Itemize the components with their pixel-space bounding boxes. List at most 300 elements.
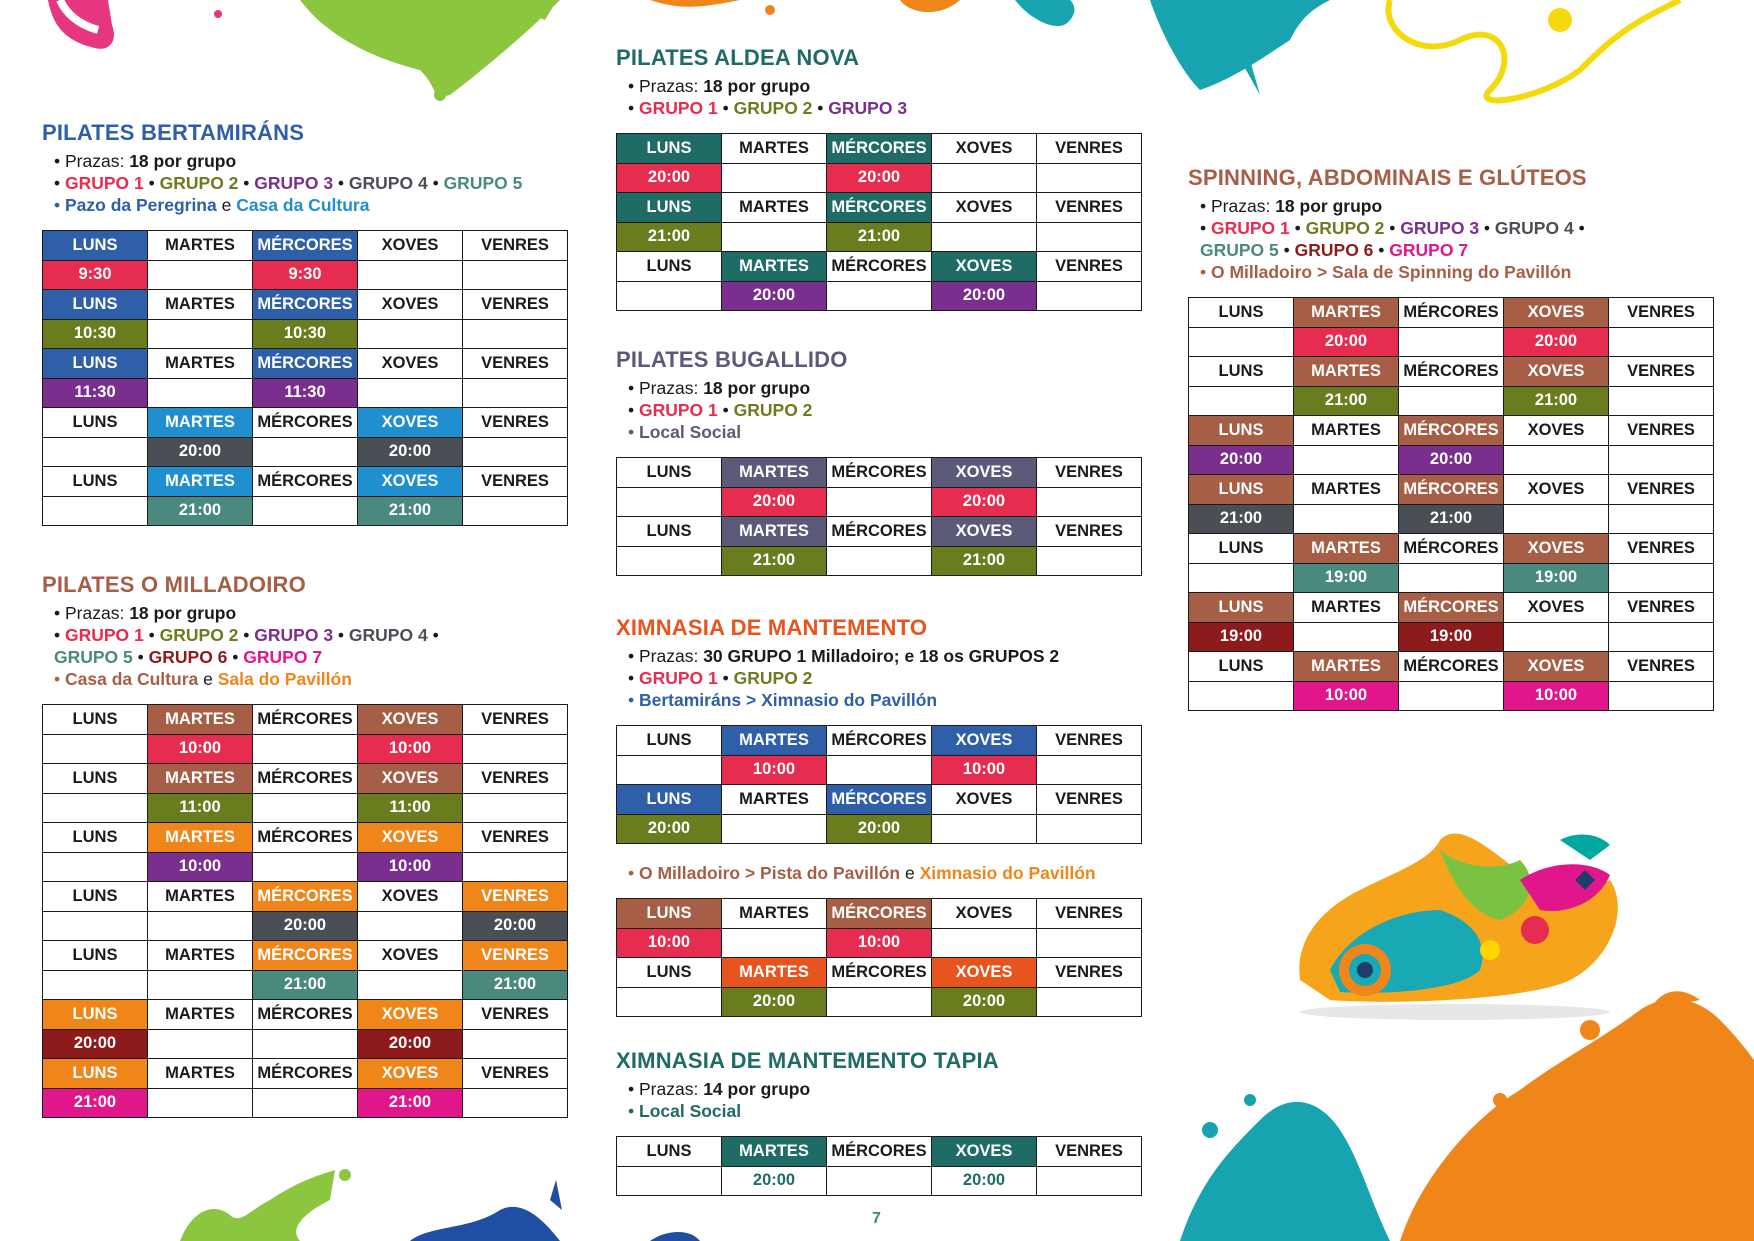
time-slot-mércores: 19:00 [1399,622,1504,652]
day-header-xoves: XOVES [932,899,1037,929]
empty-slot [463,260,568,290]
day-header-martes: MARTES [148,349,253,379]
info-line [42,150,568,172]
time-slot-xoves: 21:00 [358,496,463,526]
day-header-xoves: XOVES [358,705,463,735]
time-slot-martes: 20:00 [148,437,253,467]
empty-slot [253,852,358,882]
day-header-row [1189,357,1714,387]
day-header-martes: MARTES [148,408,253,438]
text-segment: Local Social [639,1101,742,1121]
day-header-row [617,726,1142,756]
day-header-venres: VENRES [463,408,568,438]
time-row [617,1166,1142,1196]
text-segment: • [132,647,149,667]
text-segment: • [628,400,639,420]
time-slot-luns: 21:00 [617,222,722,252]
time-row [43,734,568,764]
text-segment: Bertamiráns > Ximnasio do Pavillón [639,690,938,710]
empty-slot [358,378,463,408]
day-header-luns: LUNS [617,517,722,547]
day-header-luns: LUNS [43,408,148,438]
empty-slot [358,970,463,1000]
day-header-xoves: XOVES [1504,298,1609,328]
time-slot-xoves: 10:00 [1504,681,1609,711]
day-header-mércores: MÉRCORES [253,941,358,971]
day-header-luns: LUNS [617,458,722,488]
day-header-xoves: XOVES [932,517,1037,547]
section-title: XIMNASIA DE MANTEMENTO [616,615,928,640]
day-header-luns: LUNS [617,726,722,756]
day-header-mércores: MÉRCORES [253,408,358,438]
day-header-venres: VENRES [463,823,568,853]
time-slot-mércores: 20:00 [253,911,358,941]
text-segment: GRUPO 1 [639,98,718,118]
day-header-venres: VENRES [1609,416,1714,446]
empty-slot [1037,163,1142,193]
teal-splash-bottom [1180,1094,1390,1241]
day-header-martes: MARTES [148,1059,253,1089]
empty-slot [1609,386,1714,416]
day-header-martes: MARTES [722,134,827,164]
day-header-mércores: MÉRCORES [253,1000,358,1030]
time-row [1189,445,1714,475]
text-segment: • [238,173,255,193]
day-header-mércores: MÉRCORES [1399,475,1504,505]
time-row [617,487,1142,517]
day-header-martes: MARTES [148,467,253,497]
empty-slot [827,487,932,517]
empty-slot [463,1029,568,1059]
time-slot-xoves: 19:00 [1504,563,1609,593]
day-header-row [43,705,568,735]
section-ximnasia-de-mantemento [616,615,1142,1017]
day-header-xoves: XOVES [358,467,463,497]
day-header-venres: VENRES [463,941,568,971]
text-segment: GRUPO 6 [1294,240,1374,260]
day-header-luns: LUNS [1189,416,1294,446]
text-segment: • [54,669,65,689]
text-segment: GRUPO 2 [733,400,813,420]
day-header-martes: MARTES [722,899,827,929]
day-header-row [617,252,1142,282]
day-header-martes: MARTES [1294,416,1399,446]
day-header-luns: LUNS [1189,298,1294,328]
day-header-row [617,958,1142,988]
text-segment: 18 por grupo [1275,196,1383,216]
empty-slot [148,378,253,408]
section-title: PILATES BUGALLIDO [616,347,848,372]
info-line [616,421,1142,443]
time-row [1189,622,1714,652]
info-line [42,668,568,690]
text-segment: GRUPO 1 [65,625,144,645]
time-slot-xoves: 20:00 [358,437,463,467]
text-segment: • [427,625,439,645]
empty-slot [358,911,463,941]
time-row [43,911,568,941]
day-header-luns: LUNS [617,252,722,282]
text-segment: • [628,863,639,883]
schedule-table [42,704,568,1118]
empty-slot [1294,504,1399,534]
day-header-row [617,785,1142,815]
day-header-luns: LUNS [1189,357,1294,387]
day-header-row [43,1059,568,1089]
day-header-xoves: XOVES [932,1137,1037,1167]
time-row [43,260,568,290]
text-segment: GRUPO 5 [54,647,133,667]
text-segment: • Prazas: [54,603,130,623]
day-header-luns: LUNS [1189,652,1294,682]
text-segment: e [900,863,920,883]
text-segment: • Prazas: [628,378,704,398]
time-slot-mércores: 9:30 [253,260,358,290]
time-row [1189,327,1714,357]
time-slot-xoves: 20:00 [358,1029,463,1059]
day-header-martes: MARTES [148,1000,253,1030]
day-header-venres: VENRES [1037,193,1142,223]
day-header-mércores: MÉRCORES [1399,534,1504,564]
text-segment: • Prazas: [1200,196,1276,216]
text-segment: GRUPO 2 [733,98,813,118]
day-header-mércores: MÉRCORES [827,517,932,547]
text-segment: • [717,400,734,420]
day-header-venres: VENRES [463,1059,568,1089]
text-segment: • [628,668,639,688]
text-segment: Pazo da Peregrina [65,195,217,215]
day-header-venres: VENRES [1037,252,1142,282]
section-spinning-abdominais-gluteos [1188,165,1714,711]
time-slot-xoves: 10:00 [358,852,463,882]
day-header-xoves: XOVES [1504,416,1609,446]
empty-slot [1189,327,1294,357]
day-header-xoves: XOVES [1504,357,1609,387]
green-splash-top [300,0,560,101]
day-header-xoves: XOVES [358,941,463,971]
day-header-row [1189,593,1714,623]
text-segment: • [54,173,65,193]
empty-slot [1399,563,1504,593]
schedule-table [42,230,568,526]
time-slot-xoves: 20:00 [932,1166,1037,1196]
empty-slot [43,437,148,467]
time-slot-luns: 20:00 [617,163,722,193]
empty-slot [1609,681,1714,711]
info-line [42,602,568,624]
time-slot-mércores: 20:00 [1399,445,1504,475]
text-segment: • [628,1101,639,1121]
empty-slot [827,755,932,785]
empty-slot [1504,622,1609,652]
day-header-venres: VENRES [463,290,568,320]
time-slot-luns: 10:30 [43,319,148,349]
day-header-venres: VENRES [1037,785,1142,815]
day-header-martes: MARTES [148,941,253,971]
empty-slot [1037,755,1142,785]
day-header-luns: LUNS [43,467,148,497]
day-header-row [43,467,568,497]
empty-slot [463,852,568,882]
day-header-row [617,517,1142,547]
time-slot-martes: 19:00 [1294,563,1399,593]
day-header-row [43,941,568,971]
text-segment: • [143,625,160,645]
time-slot-martes: 20:00 [722,987,827,1017]
time-slot-xoves: 21:00 [932,546,1037,576]
time-slot-mércores: 21:00 [827,222,932,252]
info-line [616,97,1142,119]
empty-slot [148,1088,253,1118]
day-header-mércores: MÉRCORES [827,785,932,815]
info-line [616,1100,1142,1122]
day-header-luns: LUNS [43,231,148,261]
empty-slot [1037,1166,1142,1196]
empty-slot [722,222,827,252]
text-segment: • [1278,240,1295,260]
time-row [43,437,568,467]
info-line [616,689,1142,711]
text-segment: • [427,173,444,193]
empty-slot [932,222,1037,252]
text-segment: GRUPO 1 [639,400,718,420]
info-line [616,667,1142,689]
text-segment: GRUPO 2 [1305,218,1385,238]
text-segment: • [1573,218,1585,238]
time-row [43,852,568,882]
day-header-xoves: XOVES [932,785,1037,815]
text-segment: • Prazas: [628,646,704,666]
day-header-mércores: MÉRCORES [253,290,358,320]
empty-slot [932,814,1037,844]
empty-slot [1294,445,1399,475]
day-header-luns: LUNS [43,882,148,912]
day-header-venres: VENRES [1609,534,1714,564]
info-line [616,399,1142,421]
day-header-row [43,882,568,912]
empty-slot [1037,222,1142,252]
day-header-xoves: XOVES [1504,593,1609,623]
time-row [617,987,1142,1017]
day-header-luns: LUNS [617,785,722,815]
empty-slot [43,496,148,526]
day-header-xoves: XOVES [358,1000,463,1030]
schedule-table [616,133,1142,311]
day-header-mércores: MÉRCORES [253,705,358,735]
empty-slot [1609,445,1714,475]
text-segment: 14 por grupo [703,1079,811,1099]
text-segment: • [227,647,244,667]
day-header-mércores: MÉRCORES [253,882,358,912]
empty-slot [1189,681,1294,711]
time-row [617,814,1142,844]
day-header-martes: MARTES [1294,652,1399,682]
time-slot-xoves: 20:00 [932,281,1037,311]
day-header-martes: MARTES [1294,298,1399,328]
day-header-venres: VENRES [1037,726,1142,756]
text-segment: Casa da Cultura [65,669,199,689]
empty-slot [1399,327,1504,357]
text-segment: 18 por grupo [703,76,811,96]
empty-slot [43,852,148,882]
text-segment: • [238,625,255,645]
empty-slot [148,260,253,290]
day-header-venres: VENRES [1609,298,1714,328]
time-slot-luns: 20:00 [43,1029,148,1059]
day-header-mércores: MÉRCORES [253,467,358,497]
empty-slot [617,487,722,517]
info-line [42,194,568,216]
time-slot-xoves: 10:00 [932,755,1037,785]
empty-slot [722,814,827,844]
day-header-martes: MARTES [722,517,827,547]
orange-splash-top [650,0,960,15]
day-header-luns: LUNS [43,1059,148,1089]
time-slot-luns: 19:00 [1189,622,1294,652]
time-slot-martes: 20:00 [722,1166,827,1196]
day-header-martes: MARTES [722,785,827,815]
day-header-xoves: XOVES [932,193,1037,223]
empty-slot [1504,445,1609,475]
day-header-mércores: MÉRCORES [827,1137,932,1167]
day-header-martes: MARTES [1294,475,1399,505]
text-segment: GRUPO 3 [254,173,334,193]
pink-splash [48,0,222,49]
day-header-row [43,1000,568,1030]
time-row [617,546,1142,576]
info-line [42,624,568,646]
time-slot-luns: 20:00 [1189,445,1294,475]
text-segment: • [717,668,734,688]
day-header-xoves: XOVES [932,958,1037,988]
empty-slot [617,755,722,785]
empty-slot [1504,504,1609,534]
text-segment: • [628,98,639,118]
location-note [616,862,1142,884]
empty-slot [617,546,722,576]
empty-slot [827,1166,932,1196]
day-header-xoves: XOVES [358,408,463,438]
day-header-luns: LUNS [43,290,148,320]
section-pilates-bugallido [616,347,1142,576]
day-header-xoves: XOVES [358,882,463,912]
day-header-xoves: XOVES [358,1059,463,1089]
time-slot-venres: 21:00 [463,970,568,1000]
text-segment: • [143,173,160,193]
yellow-scribble-top [1388,0,1680,100]
info-line [42,646,568,668]
empty-slot [617,987,722,1017]
day-header-xoves: XOVES [932,134,1037,164]
text-segment: • Prazas: [628,1079,704,1099]
time-slot-martes: 21:00 [1294,386,1399,416]
empty-slot [43,793,148,823]
empty-slot [1609,504,1714,534]
time-slot-venres: 20:00 [463,911,568,941]
day-header-venres: VENRES [463,705,568,735]
day-header-mércores: MÉRCORES [253,823,358,853]
text-segment: • [628,422,639,442]
text-segment: GRUPO 3 [254,625,334,645]
text-segment: • [1200,218,1211,238]
day-header-venres: VENRES [1037,517,1142,547]
section-pilates-o-milladoiro [42,572,568,1118]
info-line [616,1078,1142,1100]
day-header-martes: MARTES [722,1137,827,1167]
text-segment: • [333,625,349,645]
text-segment: GRUPO 5 [1200,240,1279,260]
day-header-mércores: MÉRCORES [253,349,358,379]
day-header-xoves: XOVES [1504,475,1609,505]
section-title: SPINNING, ABDOMINAIS E GLÚTEOS [1188,165,1587,190]
empty-slot [617,281,722,311]
empty-slot [827,546,932,576]
day-header-mércores: MÉRCORES [827,958,932,988]
day-header-xoves: XOVES [1504,652,1609,682]
time-row [43,1088,568,1118]
day-header-xoves: XOVES [932,252,1037,282]
day-header-mércores: MÉRCORES [253,231,358,261]
section-pilates-aldea-nova [616,45,1142,311]
empty-slot [463,1088,568,1118]
time-slot-mércores: 10:00 [827,928,932,958]
empty-slot [463,437,568,467]
day-header-mércores: MÉRCORES [827,252,932,282]
day-header-martes: MARTES [722,193,827,223]
empty-slot [463,734,568,764]
time-slot-martes: 10:00 [1294,681,1399,711]
day-header-martes: MARTES [148,231,253,261]
text-segment: • [333,173,349,193]
empty-slot [827,281,932,311]
day-header-venres: VENRES [1037,899,1142,929]
time-slot-xoves: 10:00 [358,734,463,764]
section-title: PILATES ALDEA NOVA [616,45,860,70]
text-segment: GRUPO 2 [159,173,239,193]
text-segment: GRUPO 2 [159,625,239,645]
empty-slot [148,1029,253,1059]
day-header-martes: MARTES [1294,593,1399,623]
time-slot-xoves: 21:00 [358,1088,463,1118]
day-header-venres: VENRES [463,467,568,497]
empty-slot [358,260,463,290]
schedule-table-secondary [616,898,1142,1017]
text-segment: 18 por grupo [703,378,811,398]
text-segment: • Prazas: [54,151,130,171]
day-header-venres: VENRES [463,882,568,912]
text-segment: • Prazas: [628,76,704,96]
info-line [616,377,1142,399]
day-header-row [1189,416,1714,446]
day-header-row [43,290,568,320]
time-row [617,163,1142,193]
section-title: PILATES BERTAMIRÁNS [42,120,305,145]
day-header-martes: MARTES [722,958,827,988]
orange-splash-bottom [1400,991,1754,1241]
text-segment: 18 por grupo [129,603,237,623]
day-header-martes: MARTES [1294,357,1399,387]
info-line [616,645,1142,667]
text-segment: • [54,625,65,645]
empty-slot [463,378,568,408]
empty-slot [1399,386,1504,416]
time-slot-xoves: 11:00 [358,793,463,823]
time-row [1189,504,1714,534]
day-header-luns: LUNS [617,899,722,929]
day-header-martes: MARTES [148,823,253,853]
time-row [617,281,1142,311]
empty-slot [253,1029,358,1059]
